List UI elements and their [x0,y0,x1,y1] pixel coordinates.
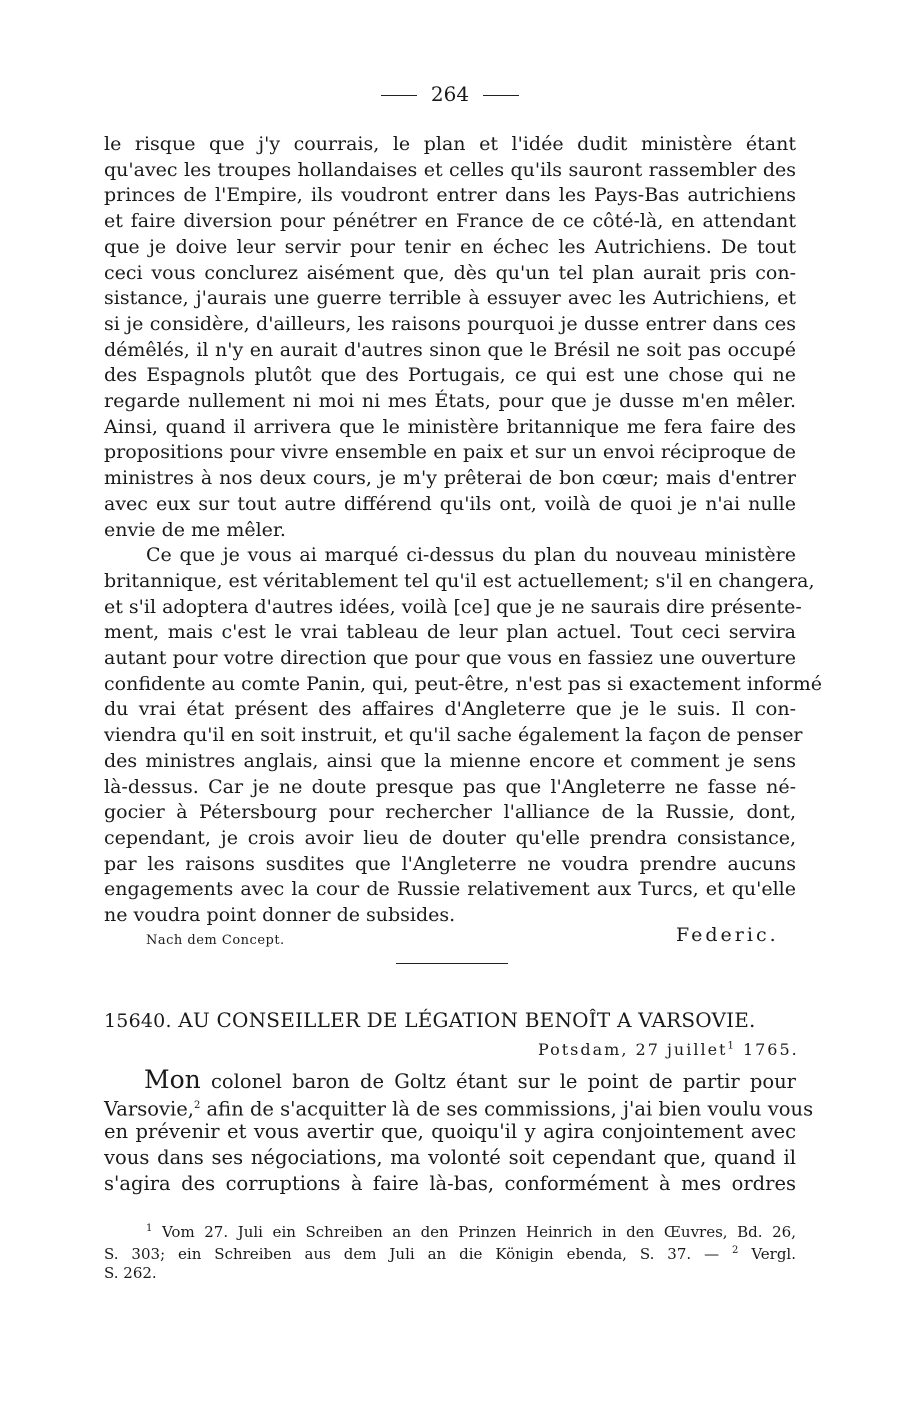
letter-number: 15640. [104,1010,172,1032]
body-line: des ministres anglais, ainsi que la mienne encore et comment je sens [104,749,796,772]
body-line: démêlés, il n'y en aurait d'autres sinon que le Brésil ne soit pas occupé [104,338,796,361]
body-line: propositions pour vivre ensemble en paix et sur un envoi réciproque de [104,441,796,464]
page-number: 264 [430,82,470,106]
body-line: engagements avec la cour de Russie relativement aux Turcs, et qu'elle [104,878,796,901]
body-line: autant pour votre direction que pour que vous en fassiez une ouverture [104,647,796,669]
body-line: que je doive leur servir pour tenir en échec les Autrichiens. De tout [104,235,796,258]
body-line: si je considère, d'ailleurs, les raisons pourquoi je dusse entrer dans ces [104,312,796,335]
body-line: Mon colonel baron de Goltz étant sur le point de partir pour [144,1065,796,1094]
footnote-mark: 2 [732,1245,739,1256]
letter-title: AU CONSEILLER DE LÉGATION BENOÎT A VARSOVIE. [178,1008,756,1032]
signature: Federic. [676,924,779,946]
footnote-mark: 1 [146,1223,153,1234]
body-line: ministres à nos deux cours, je m'y prêterai de bon cœur; mais d'entrer [104,467,796,490]
body-line: britannique, est véritablement tel qu'il est actuellement; s'il en changera, [104,569,815,592]
body-line: sistance, j'aurais une guerre terrible à essuyer avec les Autrichiens, et [104,287,796,310]
header-dash-left [381,95,417,96]
body-line: confidente au comte Panin, qui, peut-être, n'est pas si exactement informé [104,672,822,695]
footnote-line: S. 303; ein Schreiben aus dem Juli an die Königin ebenda, S. 37. — $^2$ Vergl. [104,1245,796,1263]
letter-dateline [538,1040,799,1059]
body-line: du vrai état présent des affaires d'Angleterre que je le suis. Il con- [104,698,796,721]
body-line: envie de me mêler. [104,518,286,541]
body-line: ceci vous conclurez aisément que, dès qu'un tel plan aurait pris con- [104,261,796,284]
footnote-line: $^1$ Vom 27. Juli ein Schreiben an den Prinzen Heinrich in den Œuvres, Bd. 26, [146,1223,796,1241]
body-line: Ainsi, quand il arrivera que le ministère britannique me fera faire des [104,415,796,438]
header-dash-right [483,95,519,96]
body-line: et faire diversion pour pénétrer en France de ce côté-là, en attendant [104,210,796,233]
footnote-line: S. 262. [104,1264,157,1282]
body-line: gocier à Pétersbourg pour rechercher l'alliance de la Russie, dont, [104,801,796,824]
body-line: s'agira des corruptions à faire là-bas, conformément à mes ordres [104,1172,796,1195]
body-line: des Espagnols plutôt que des Portugais, ce qui est une chose qui ne [104,364,796,387]
first-word: Mon [144,1065,201,1094]
body-line: princes de l'Empire, ils voudront entrer dans les Pays-Bas autrichiens [104,184,796,207]
section-divider [396,963,508,964]
letter-heading [104,1008,796,1032]
body-line: avec eux sur tout autre différend qu'ils ont, voilà de quoi je n'ai nulle [104,492,796,515]
body-line: vous dans ses négociations, ma volonté soit cependant que, quand il [104,1146,796,1169]
footnote-mark: 2 [193,1100,201,1111]
body-line: regarde nullement ni moi ni mes États, pour que je dusse m'en mêler. [104,390,796,412]
footnote-mark: 1 [727,1040,736,1052]
body-line: là-dessus. Car je ne doute presque pas que l'Angleterre ne fasse né- [104,775,796,798]
letter-year: 1765. [735,1040,799,1059]
body-line: Ce que je vous ai marqué ci-dessus du plan du nouveau ministère [146,544,796,567]
body-line: cependant, je crois avoir lieu de douter qu'elle prendra consistance, [104,826,796,849]
body-line: ne voudra point donner de subsides. [104,904,456,926]
body-line: qu'avec les troupes hollandaises et celles qu'ils sauront rassembler des [104,158,796,181]
body-line: Varsovie,$^2$ afin de s'acquitter là de ses commissions, j'ai bien voulu vous [104,1097,814,1121]
body-line: en prévenir et vous avertir que, quoiqu'il y agira conjointement avec [104,1120,796,1143]
body-line: viendra qu'il en soit instruit, et qu'il sache également la façon de penser [104,724,803,747]
place-date: Potsdam, 27 juillet [538,1040,728,1059]
body-line: et s'il adoptera d'autres idées, voilà [ce] que je ne saurais dire présente- [104,595,802,618]
body-line: le risque que j'y courrais, le plan et l'idée dudit ministère étant [104,133,796,155]
body-line: par les raisons susdites que l'Angleterre ne voudra prendre aucuns [104,852,796,875]
source-note: Nach dem Concept. [146,933,285,948]
page-header [0,82,900,106]
body-line: ment, mais c'est le vrai tableau de leur plan actuel. Tout ceci servira [104,621,796,644]
